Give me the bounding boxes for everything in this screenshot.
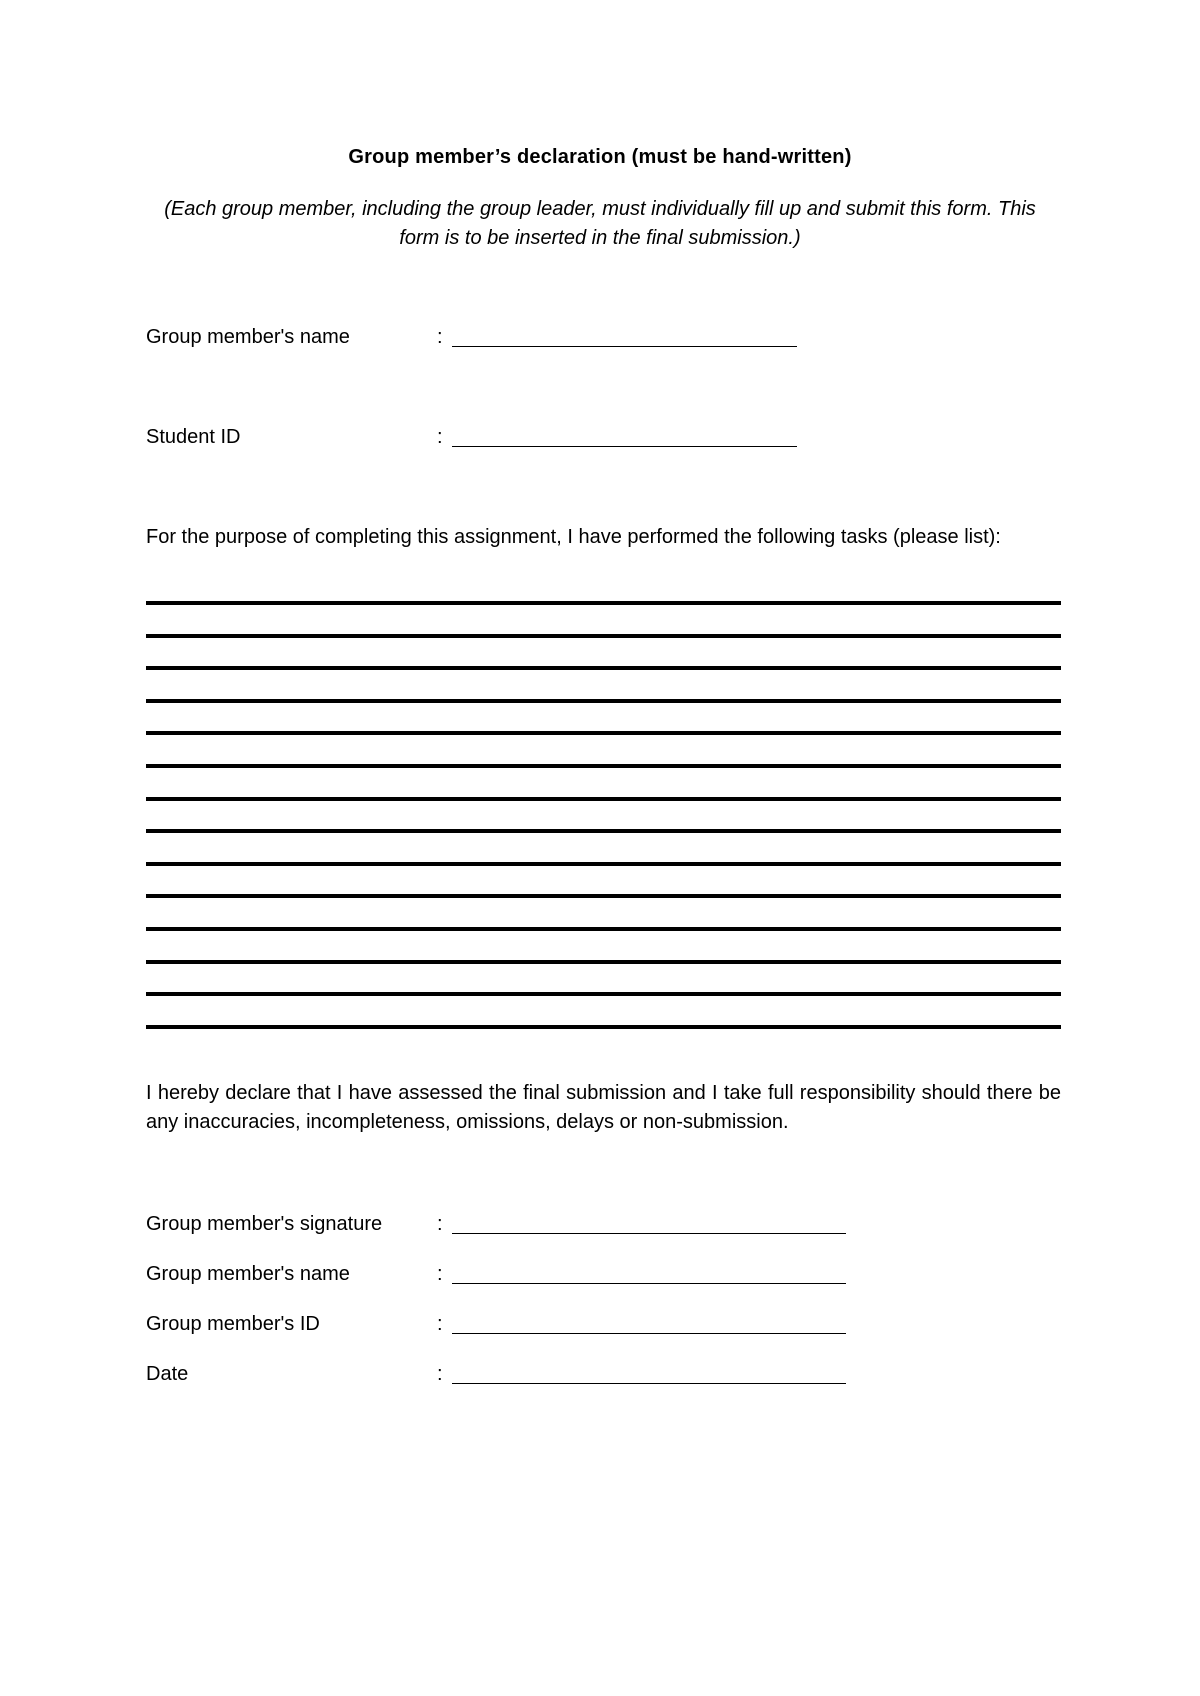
write-in-blank[interactable] [452, 1283, 846, 1284]
write-in-blank[interactable] [452, 446, 797, 447]
tasks-prompt: For the purpose of completing this assignment, I have performed the following tasks (please list): [146, 526, 1001, 548]
field-label: Date [146, 1363, 189, 1385]
field-colon: : [437, 1263, 443, 1285]
task-writing-line[interactable] [146, 601, 1061, 605]
field-label: Group member's ID [146, 1313, 320, 1335]
write-in-blank[interactable] [452, 346, 797, 347]
form-title: Group member’s declaration (must be hand-written) [348, 146, 852, 168]
field-colon: : [437, 426, 443, 448]
field-colon: : [437, 326, 443, 348]
task-writing-line[interactable] [146, 797, 1061, 801]
task-writing-line[interactable] [146, 666, 1061, 670]
task-writing-line[interactable] [146, 862, 1061, 866]
write-in-blank[interactable] [452, 1233, 846, 1234]
field-label: Group member's name [146, 326, 350, 348]
task-writing-line[interactable] [146, 764, 1061, 768]
field-label: Group member's signature [146, 1213, 383, 1235]
write-in-blank[interactable] [452, 1383, 846, 1384]
task-writing-line[interactable] [146, 634, 1061, 638]
field-colon: : [437, 1363, 443, 1385]
field-label: Student ID [146, 426, 241, 448]
field-colon: : [437, 1313, 443, 1335]
write-in-blank[interactable] [452, 1333, 846, 1334]
task-writing-line[interactable] [146, 960, 1061, 964]
task-writing-line[interactable] [146, 1025, 1061, 1029]
declaration-statement: I hereby declare that I have assessed the final submission and I take full responsibility should there be any inaccuracies, incompleteness, omissions, delays or non-submission. [146, 1082, 1061, 1133]
form-instructions: (Each group member, including the group leader, must individually fill up and submit this form. This form is to be inserted in the final submission.) [164, 198, 1036, 249]
task-writing-line[interactable] [146, 731, 1061, 735]
field-label: Group member's name [146, 1263, 350, 1285]
task-writing-line[interactable] [146, 894, 1061, 898]
task-writing-line[interactable] [146, 829, 1061, 833]
task-writing-line[interactable] [146, 992, 1061, 996]
field-colon: : [437, 1213, 443, 1235]
task-writing-line[interactable] [146, 699, 1061, 703]
task-writing-line[interactable] [146, 927, 1061, 931]
